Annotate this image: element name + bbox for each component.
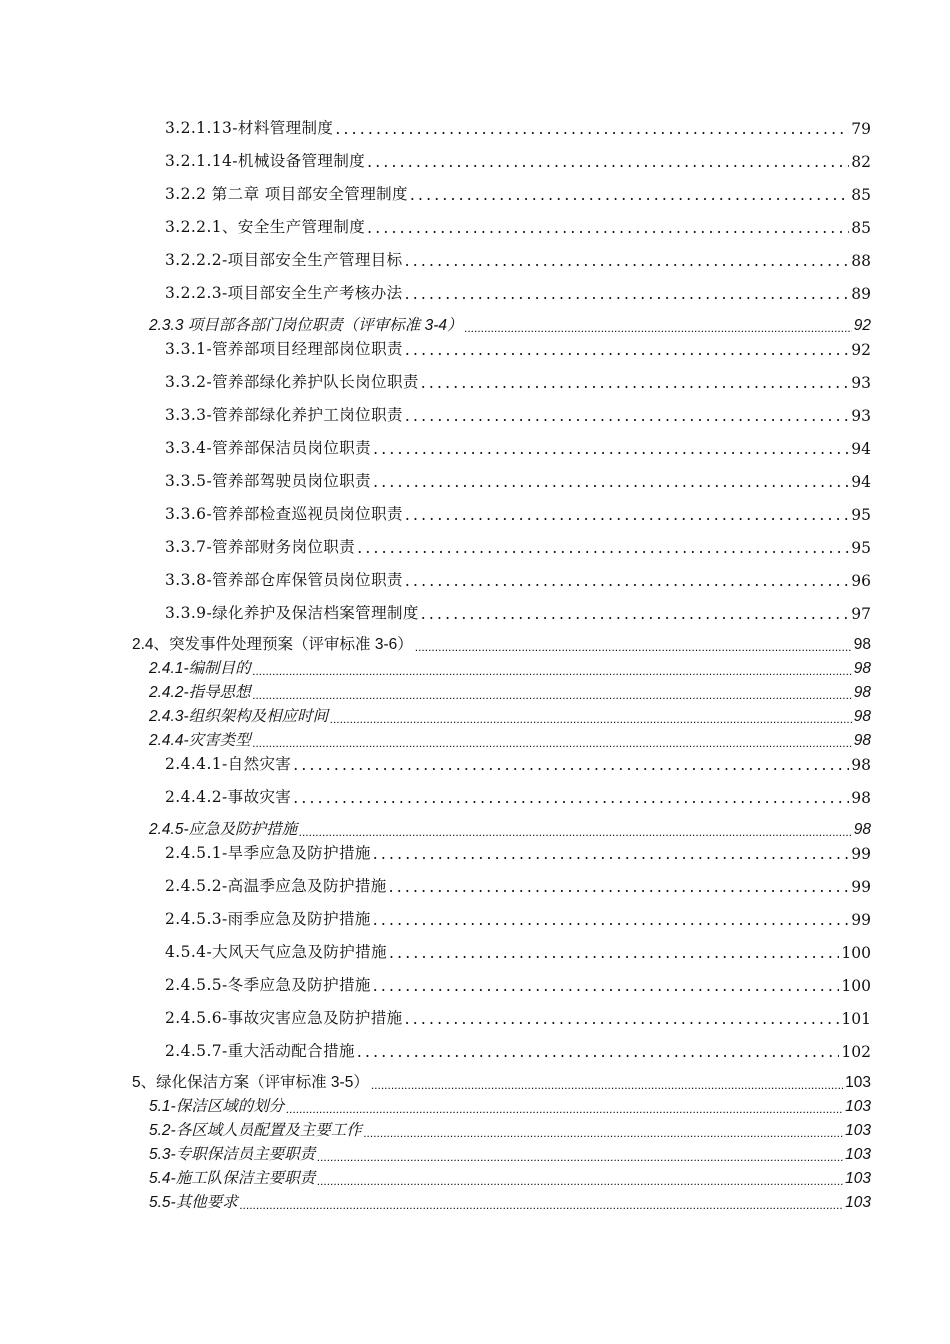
toc-entry-title: 3.2.2.3-项目部安全生产考核办法 — [165, 284, 403, 302]
toc-entry-page: 94 — [851, 473, 871, 491]
toc-entry-title: 2.4.2-指导思想 — [149, 684, 251, 701]
leader-dots — [367, 153, 849, 171]
leader-dots — [253, 664, 852, 678]
toc-entry[interactable] — [165, 907, 871, 929]
leader-dots — [373, 845, 850, 863]
leader-dots — [405, 572, 849, 590]
toc-entry-title: 2.4.5.5-冬季应急及防护措施 — [165, 976, 371, 994]
toc-entry[interactable] — [165, 973, 871, 995]
toc-entry-title: 3.2.2.1、安全生产管理制度 — [165, 218, 366, 236]
toc-entry-page: 103 — [845, 1098, 871, 1115]
toc-entry-title: 3.3.3-管养部绿化养护工岗位职责 — [165, 406, 403, 424]
toc-entry-page: 103 — [845, 1170, 871, 1187]
leader-dots — [299, 825, 852, 839]
toc-entry-title: 2.4.5.7-重大活动配合措施 — [165, 1042, 355, 1060]
toc-entry-page: 82 — [851, 153, 871, 171]
leader-dots — [330, 712, 852, 726]
toc-entry-page: 103 — [845, 1194, 871, 1211]
leader-dots — [240, 1198, 843, 1212]
toc-entry-page: 96 — [851, 572, 871, 590]
toc-entry-page: 98 — [853, 732, 871, 749]
toc-entry-title: 3.3.7-管养部财务岗位职责 — [165, 538, 356, 556]
toc-entry-title: 3.3.5-管养部驾驶员岗位职责 — [165, 472, 372, 490]
toc-entry[interactable] — [165, 874, 871, 896]
toc-entry-title: 2.4.4-灾害类型 — [149, 732, 251, 749]
leader-dots — [317, 1150, 843, 1164]
leader-dots — [389, 944, 839, 962]
toc-entry[interactable] — [165, 1039, 871, 1061]
leader-dots — [373, 911, 850, 929]
leader-dots — [405, 285, 850, 303]
toc-entry-page: 95 — [851, 506, 871, 524]
toc-entry-title: 3.3.9-绿化养护及保洁档案管理制度 — [165, 604, 419, 622]
toc-entry-page: 99 — [851, 878, 871, 896]
toc-entry-title: 3.2.2 第二章 项目部安全管理制度 — [165, 185, 408, 203]
leader-dots — [405, 341, 849, 359]
leader-dots — [405, 407, 849, 425]
toc-entry-page: 89 — [851, 285, 871, 303]
toc-entry-title: 4.5.4-大风天气应急及防护措施 — [165, 943, 387, 961]
toc-entry-title: 2.4.5.6-事故灾害应急及防护措施 — [165, 1009, 403, 1027]
leader-dots — [357, 539, 849, 557]
toc-entry[interactable] — [165, 436, 871, 458]
leader-dots — [367, 219, 849, 237]
leader-dots — [293, 789, 849, 807]
toc-entry-page: 101 — [841, 1010, 871, 1028]
toc-entry-page: 88 — [851, 252, 871, 270]
toc-entry[interactable] — [165, 248, 871, 270]
toc-section-entry[interactable] — [149, 1168, 871, 1188]
toc-entry-page: 99 — [851, 845, 871, 863]
toc-entry-page: 103 — [845, 1122, 871, 1139]
toc-chapter-entry[interactable] — [132, 634, 871, 654]
toc-entry-page: 92 — [853, 317, 871, 334]
toc-entry-page: 103 — [845, 1146, 871, 1163]
toc-entry-page: 93 — [851, 407, 871, 425]
leader-dots — [405, 506, 849, 524]
toc-entry-page: 98 — [851, 756, 871, 774]
toc-entry-title: 3.3.8-管养部仓库保管员岗位职责 — [165, 571, 403, 589]
toc-entry-title: 5.2-各区域人员配置及主要工作 — [149, 1122, 362, 1139]
toc-section-entry[interactable] — [149, 1192, 871, 1212]
toc-entry[interactable] — [165, 1006, 871, 1028]
toc-entry-title: 3.2.1.14-机械设备管理制度 — [165, 152, 366, 170]
leader-dots — [421, 374, 849, 392]
leader-dots — [373, 473, 849, 491]
toc-entry-title: 2.4.5-应急及防护措施 — [149, 821, 298, 838]
toc-entry-title: 5.5-其他要求 — [149, 1194, 238, 1211]
leader-dots — [389, 878, 850, 896]
toc-chapter-entry[interactable] — [132, 1072, 871, 1092]
toc-entry[interactable] — [165, 281, 871, 303]
toc-entry[interactable] — [165, 337, 871, 359]
leader-dots — [415, 640, 852, 654]
leader-dots — [373, 440, 849, 458]
toc-section-entry[interactable] — [149, 315, 871, 335]
toc-section-entry[interactable] — [149, 658, 871, 678]
toc-entry[interactable] — [165, 469, 871, 491]
toc-entry[interactable] — [165, 601, 871, 623]
toc-entry-page: 94 — [851, 440, 871, 458]
toc-section-entry[interactable] — [149, 1144, 871, 1164]
toc-entry-title: 5、绿化保洁方案（评审标准 3-5） — [132, 1074, 369, 1091]
toc-entry-page: 95 — [851, 539, 871, 557]
toc-entry[interactable] — [165, 403, 871, 425]
leader-dots — [335, 120, 849, 138]
toc-entry-title: 2.4.4.1-自然灾害 — [165, 755, 292, 773]
toc-entry-page: 97 — [851, 605, 871, 623]
toc-entry-page: 85 — [851, 219, 871, 237]
leader-dots — [465, 321, 852, 335]
toc-entry-title: 3.3.2-管养部绿化养护队长岗位职责 — [165, 373, 419, 391]
leader-dots — [405, 252, 850, 270]
leader-dots — [405, 1010, 840, 1028]
toc-entry[interactable] — [165, 568, 871, 590]
toc-entry[interactable] — [165, 149, 871, 171]
toc-entry[interactable] — [165, 182, 871, 204]
toc-entry-page: 98 — [853, 708, 871, 725]
leader-dots — [253, 688, 852, 702]
toc-entry[interactable] — [165, 841, 871, 863]
toc-entry-page: 102 — [841, 1043, 871, 1061]
toc-entry-page: 99 — [851, 911, 871, 929]
toc-entry-title: 2.4.5.2-高温季应急及防护措施 — [165, 877, 387, 895]
leader-dots — [357, 1043, 840, 1061]
toc-entry-title: 5.3-专职保洁员主要职责 — [149, 1146, 316, 1163]
leader-dots — [293, 756, 849, 774]
toc-entry[interactable] — [165, 215, 871, 237]
toc-entry-title: 2.4.3-组织架构及相应时间 — [149, 708, 329, 725]
toc-entry-page: 92 — [851, 341, 871, 359]
toc-section-entry[interactable] — [149, 1096, 871, 1116]
toc-entry-page: 100 — [841, 977, 871, 995]
toc-entry-title: 3.3.1-管养部项目经理部岗位职责 — [165, 340, 403, 358]
toc-entry-page: 100 — [841, 944, 871, 962]
toc-entry-title: 2.4.4.2-事故灾害 — [165, 788, 292, 806]
toc-entry-title: 2.4、突发事件处理预案（评审标准 3-6） — [132, 636, 413, 653]
toc-entry-page: 98 — [853, 660, 871, 677]
leader-dots — [253, 736, 852, 750]
toc-entry[interactable] — [165, 535, 871, 557]
toc-entry-page: 79 — [851, 120, 871, 138]
toc-entry-title: 2.4.5.3-雨季应急及防护措施 — [165, 910, 371, 928]
leader-dots — [371, 1078, 843, 1092]
toc-entry-title: 5.4-施工队保洁主要职责 — [149, 1170, 316, 1187]
toc-section-entry[interactable] — [149, 706, 871, 726]
toc-entry[interactable] — [165, 752, 871, 774]
toc-entry-page: 98 — [853, 636, 871, 653]
leader-dots — [364, 1126, 843, 1140]
toc-entry-title: 3.3.4-管养部保洁员岗位职责 — [165, 439, 372, 457]
toc-entry-title: 5.1-保洁区域的划分 — [149, 1098, 285, 1115]
leader-dots — [373, 977, 840, 995]
leader-dots — [410, 186, 849, 204]
toc-entry-title: 2.4.5.1-旱季应急及防护措施 — [165, 844, 371, 862]
toc-entry-title: 3.2.2.2-项目部安全生产管理目标 — [165, 251, 403, 269]
toc-entry-page: 93 — [851, 374, 871, 392]
toc-entry-page: 98 — [853, 821, 871, 838]
toc-entry-page: 98 — [853, 684, 871, 701]
leader-dots — [421, 605, 849, 623]
toc-entry-page: 98 — [851, 789, 871, 807]
leader-dots — [317, 1174, 843, 1188]
toc-entry[interactable] — [165, 116, 871, 138]
toc-entry-title: 2.4.1-编制目的 — [149, 660, 251, 677]
toc-entry-page: 103 — [845, 1074, 871, 1091]
toc-entry[interactable] — [165, 940, 871, 962]
toc-entry-page: 85 — [851, 186, 871, 204]
toc-entry[interactable] — [165, 785, 871, 807]
toc-entry-title: 2.3.3 项目部各部门岗位职责（评审标准 3-4） — [149, 317, 463, 334]
leader-dots — [286, 1102, 843, 1116]
toc-entry-title: 3.3.6-管养部检查巡视员岗位职责 — [165, 505, 403, 523]
toc-entry[interactable] — [165, 502, 871, 524]
toc-section-entry[interactable] — [149, 682, 871, 702]
toc-section-entry[interactable] — [149, 1120, 871, 1140]
toc-section-entry[interactable] — [149, 819, 871, 839]
toc-entry[interactable] — [165, 370, 871, 392]
toc-section-entry[interactable] — [149, 730, 871, 750]
toc-entry-title: 3.2.1.13-材料管理制度 — [165, 119, 334, 137]
